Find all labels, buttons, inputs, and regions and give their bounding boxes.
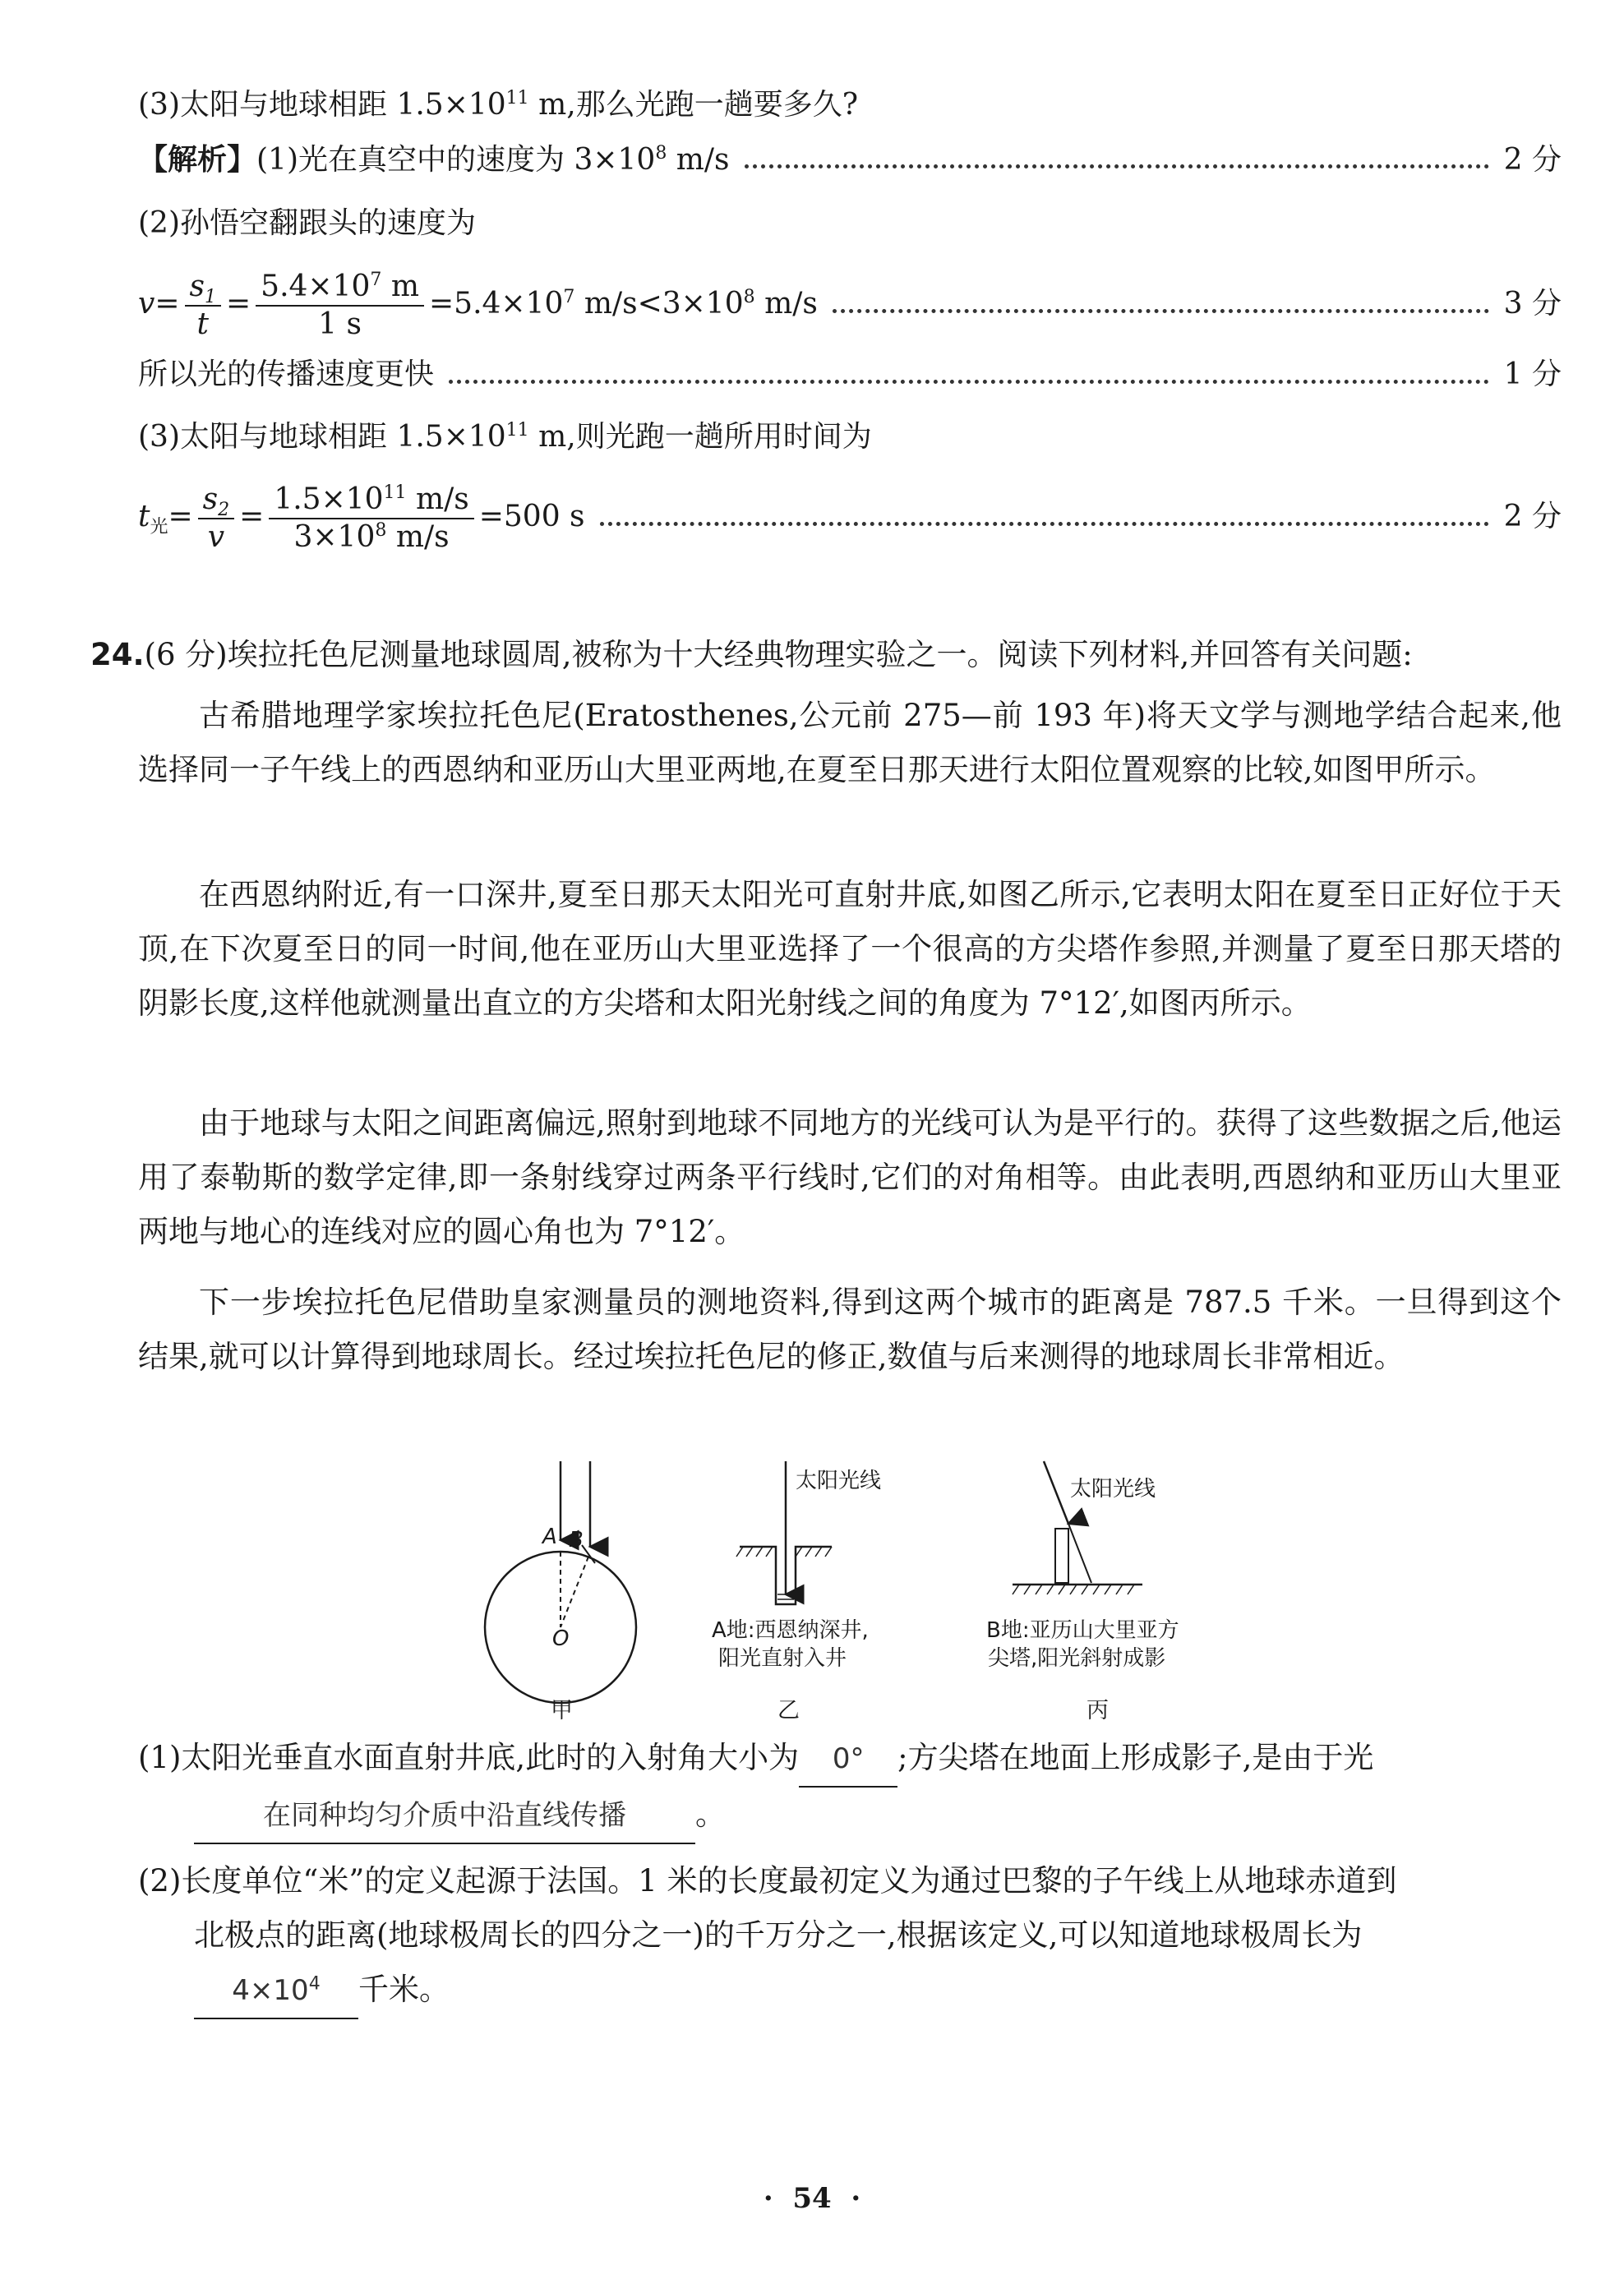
subscript: 光 — [150, 517, 168, 538]
ground-hatch-bing — [1013, 1585, 1134, 1594]
sun-ray-bing-ext — [1068, 1524, 1091, 1583]
q23-part3-question — [138, 82, 1624, 128]
subscript: 2 — [218, 500, 230, 521]
fraction — [185, 269, 221, 343]
paragraph-4: 下一步埃拉托色尼借助皇家测量员的测地资料,得到这两个城市的距离是 787.5 千米。一旦得到这个结果,就可以计算得到地球周长。经过埃拉托色尼的修正,数值与后来测得的地球周长非常相近。 — [138, 1285, 1562, 1374]
equation-1-row — [138, 263, 1562, 345]
answer-blank-2: 在同种均匀介质中沿直线传播 — [194, 1788, 695, 1844]
sunlight-label-bing: 太阳光线 — [1070, 1477, 1156, 1502]
text: s — [189, 270, 205, 303]
text: 5.4×10 — [261, 270, 371, 303]
figure-bing — [986, 1461, 1179, 1723]
text: 所以光的传播速度更快 — [138, 358, 435, 391]
frac-num — [256, 269, 424, 307]
text: =500 s — [478, 500, 585, 533]
eq-lhs: v= — [138, 287, 180, 321]
exponent: 11 — [383, 482, 407, 503]
text: m/s — [406, 482, 469, 516]
text: 3×10 — [293, 520, 376, 554]
page-number-value: 54 — [792, 2182, 832, 2215]
score: 2 分 — [1503, 142, 1562, 177]
text: 4×10 — [232, 1974, 309, 2007]
q24-header — [90, 628, 1562, 682]
dot-leader — [745, 164, 1489, 168]
dot-leader — [600, 522, 1489, 526]
label-o: O — [552, 1626, 570, 1651]
exponent: 11 — [505, 88, 529, 108]
equation-2: $t_光=$ $\frac{s_2}{v}$ = $\frac{1.5\times 10^{11} m/s}{3\times 10^8 m/s}$ =500 s — [138, 482, 585, 554]
exponent: 11 — [505, 420, 529, 441]
caption-jia: 甲 — [551, 1698, 573, 1723]
text: m/s — [386, 520, 450, 554]
text: =5.4×10 — [429, 287, 564, 321]
page-number: · 54 · — [763, 2182, 861, 2215]
score: 1 分 — [1503, 358, 1562, 391]
text: ;方尖塔在地面上形成影子,是由于光 — [897, 1740, 1374, 1775]
question-text: (6 分)埃拉托色尼测量地球圆周,被称为十大经典物理实验之一。阅读下列材料,并回答有关问题: — [144, 637, 1413, 672]
paragraph-1: 古希腊地理学家埃拉托色尼(Eratosthenes,公元前 275—前 193 年)将天文学与测地学结合起来,他选择同一子午线上的西恩纳和亚历山大里亚两地,在夏至日那天进行太阳位置观察的比较,如图甲所示。 — [138, 698, 1562, 787]
text: 北极点的距离(地球极周长的四分之一)的千万分之一,根据该定义,可以知道地球极周长为 — [194, 1917, 1363, 1953]
frac-num — [185, 269, 221, 307]
yi-desc-line1: A地:西恩纳深井, — [712, 1618, 869, 1643]
equation-1: v= $\frac{s_1}{t}$ = $\frac{5.4\times 10^7 m}{1 s}$ $=5.4\times 10^7$ $m/s<3\times 10^8$ m/s — [138, 270, 818, 341]
dot-leader — [449, 380, 1489, 384]
exponent: 7 — [370, 270, 382, 290]
paragraph-2: 在西恩纳附近,有一口深井,夏至日那天太阳光可直射井底,如图乙所示,它表明太阳在夏至日正好位于天顶,在下次夏至日的同一时间,他在亚历山大里亚选择了一个很高的方尖塔作参照,并测量了夏至日那天塔的阴影长度,这样他就测量出直立的方尖塔和太阳光射线之间的角度为 7°12′,如图丙所示。 — [138, 877, 1562, 1021]
exponent: 7 — [563, 287, 575, 307]
analysis-line-4 — [138, 414, 1624, 460]
frac-num — [269, 482, 473, 519]
sub-question-2 — [138, 1854, 1562, 2019]
frac-den: v — [207, 520, 225, 554]
fraction — [269, 482, 473, 556]
radius-b — [561, 1557, 588, 1627]
fraction — [256, 269, 424, 343]
text: m/s — [667, 143, 730, 177]
analysis-line-2: (2)孙悟空翻跟头的速度为 — [138, 206, 476, 240]
exponent: 8 — [375, 520, 387, 541]
text: (1)太阳光垂直水面直射井底,此时的入射角大小为 — [138, 1740, 800, 1775]
fraction — [198, 482, 234, 556]
exponent: 8 — [743, 287, 755, 307]
text: m/s — [754, 287, 818, 321]
text: s — [202, 482, 219, 516]
text: (3)太阳与地球相距 1.5×10 — [138, 420, 506, 454]
frac-num — [198, 482, 234, 519]
equation-2-row — [138, 472, 1562, 562]
yi-desc-line2: 阳光直射入井 — [718, 1646, 847, 1671]
frac-den: 1 s — [318, 307, 362, 341]
sub-question-1 — [138, 1731, 1562, 1844]
figure-yi — [712, 1461, 881, 1723]
text: m,则光跑一趟所用时间为 — [528, 420, 872, 454]
label-b: B — [569, 1528, 584, 1552]
obelisk — [1055, 1529, 1068, 1583]
analysis-line-1 — [138, 136, 1562, 183]
text: m,那么光跑一趟要多久? — [528, 88, 858, 122]
analysis-prefix: 【解析】 — [138, 142, 257, 177]
score: 2 分 — [1503, 500, 1562, 533]
label-a: A — [542, 1525, 557, 1549]
text: 千米。 — [358, 1972, 450, 2007]
text: (3)太阳与地球相距 1.5×10 — [138, 88, 506, 122]
subscript: 1 — [205, 287, 216, 308]
text: 。 — [695, 1797, 726, 1832]
text: 1.5×10 — [274, 482, 384, 516]
exponent: 8 — [655, 143, 667, 164]
sunlight-label-yi: 太阳光线 — [796, 1469, 882, 1493]
text: (2)长度单位“米”的定义起源于法国。1 米的长度最初定义为通过巴黎的子午线上从地球赤道到 — [138, 1863, 1397, 1898]
ground-hatch-yi — [736, 1547, 832, 1557]
answer-blank-3 — [194, 1963, 358, 2019]
text: (1)光在真空中的速度为 3×10 — [256, 143, 656, 177]
text: m — [381, 270, 419, 303]
question-number: 24. — [90, 637, 145, 672]
tower-jia — [582, 1545, 595, 1563]
analysis-line-3 — [138, 352, 1562, 398]
figure-jia — [485, 1461, 636, 1723]
answer-blank-1: 0° — [799, 1732, 897, 1788]
exponent: 4 — [308, 1973, 321, 1995]
figure-eratosthenes — [460, 1455, 1249, 1726]
dot-leader — [833, 309, 1489, 313]
score: 3 分 — [1503, 287, 1562, 321]
frac-den: t — [196, 307, 209, 341]
caption-bing: 丙 — [1087, 1698, 1109, 1723]
analysis-text — [138, 136, 730, 183]
bing-desc-line1: B地:亚历山大里亚方 — [986, 1618, 1179, 1643]
bing-desc-line2: 尖塔,阳光斜射成影 — [988, 1646, 1166, 1671]
caption-yi: 乙 — [777, 1698, 800, 1723]
sun-ray-bing — [1044, 1461, 1068, 1524]
paragraph-3: 由于地球与太阳之间距离偏远,照射到地球不同地方的光线可认为是平行的。获得了这些数据之后,他运用了泰勒斯的数学定律,即一条射线穿过两条平行线时,它们的对角相等。由此表明,西恩纳和亚历山大里亚两地与地心的连线对应的圆心角也为 7°12′。 — [138, 1105, 1562, 1249]
text: m/s<3×10 — [574, 287, 744, 321]
frac-den — [269, 519, 473, 556]
eq-lhs: t — [138, 500, 150, 533]
